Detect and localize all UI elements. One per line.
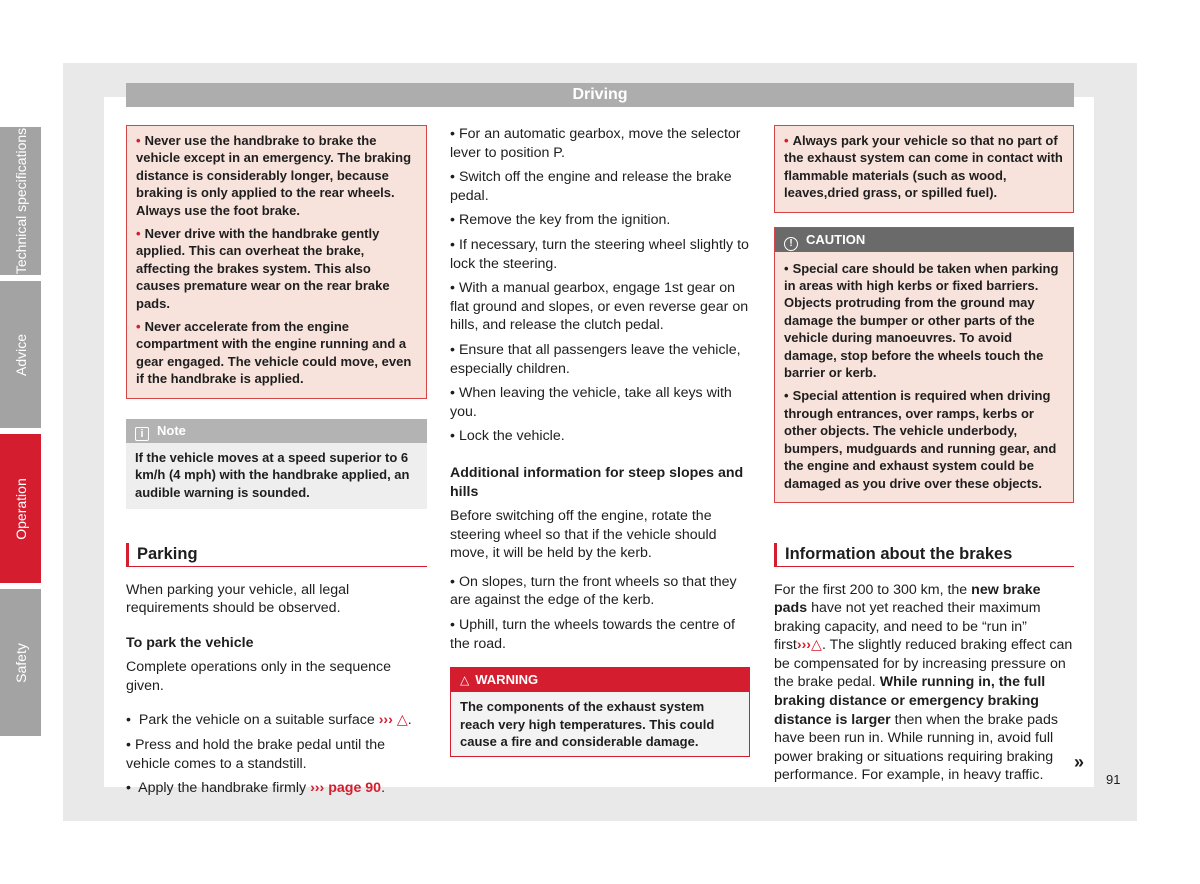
parking-step: • Press and hold the brake pedal until the vehicle comes to a standstill. xyxy=(126,736,427,773)
caution-item: • Special attention is required when driving through entrances, over ramps, kerbs or other objects. The vehicle underbody, bumpers, mudguards and running gear, and the engine and exhaust system could be damaged as you drive over these objects. xyxy=(784,387,1064,491)
caution-label: CAUTION xyxy=(806,231,866,247)
link-arrow[interactable]: ››› xyxy=(796,637,812,654)
parking-intro: When parking your vehicle, all legal requirements should be observed. xyxy=(126,581,350,617)
page-link[interactable]: page 90 xyxy=(328,780,382,797)
warning-triangle-icon: △ xyxy=(811,637,822,654)
side-tab-advice[interactable]: Advice xyxy=(0,281,41,428)
exclamation-circle-icon: ! xyxy=(784,237,798,251)
slopes-item: • Uphill, turn the wheels towards the centre of the road. xyxy=(450,616,750,653)
note-text: If the vehicle moves at a speed superior to 6 km/h (4 mph) with the handbrake applied, an audible warning is sounded. xyxy=(135,449,410,500)
side-tab-technical[interactable]: Technical specifications xyxy=(0,127,41,275)
step-item: • If necessary, turn the steering wheel slightly to lock the steering. xyxy=(450,236,750,273)
caution-box xyxy=(774,227,1074,503)
warning-label: WARNING xyxy=(475,672,539,688)
section-title-brakes: Information about the brakes xyxy=(774,543,1074,567)
warning-box-exhaust xyxy=(450,667,750,757)
section-title-parking: Parking xyxy=(126,543,427,567)
side-tab-operation[interactable]: Operation xyxy=(0,434,41,583)
parking-sequence: Complete operations only in the sequence given. xyxy=(126,659,392,694)
parking-step xyxy=(126,779,427,798)
warning-item: • Never use the handbrake to brake the vehicle except in an emergency. The braking distance is considerably longer, because braking is only applied to the rear wheels. Always use the foot brake. xyxy=(136,132,417,219)
chapter-header: Driving xyxy=(126,83,1074,107)
warning-item: • Always park your vehicle so that no part of the exhaust system can come in contact with flammable materials (such as wood, leaves,dried grass, or spilled fuel). xyxy=(784,132,1064,202)
warning-header xyxy=(451,668,749,692)
note-box xyxy=(126,419,427,509)
parking-subtitle: To park the vehicle xyxy=(126,634,254,651)
warning-item: • Never drive with the handbrake gently applied. This can overheat the brake, affecting the brakes system. This also causes premature wear on the rear brake pads. xyxy=(136,225,417,312)
parking-step-text: Apply the handbrake firmly xyxy=(138,780,307,797)
link-arrow[interactable]: ››› xyxy=(310,780,325,797)
slopes-item: • On slopes, turn the front wheels so that they are against the edge of the kerb. xyxy=(450,573,750,610)
parking-step-suffix: . xyxy=(407,712,412,729)
warning-item: • Never accelerate from the engine compartment with the engine running and a gear engaged. The vehicle could move, even if the handbrake is applied. xyxy=(136,318,417,388)
step-item: • Lock the vehicle. xyxy=(450,427,750,446)
warning-triangle-icon: △ xyxy=(460,673,470,688)
caution-header xyxy=(775,228,1073,252)
step-item: • Switch off the engine and release the brake pedal. xyxy=(450,168,750,205)
caution-item: • Special care should be taken when parking in areas with high kerbs or fixed barriers. Objects protruding from the ground may damage the bumper or other parts of the vehicle during manoeuvres. To avoid damage, stop before the wheels touch the barrier or kerb. xyxy=(784,260,1064,382)
parking-step-text: Park the vehicle on a suitable surface xyxy=(138,712,375,729)
slopes-title: Additional information for steep slopes and hills xyxy=(450,464,744,500)
brakes-paragraph: For the first 200 to 300 km, the new brake pads have not yet reached their maximum braking capacity, and need to be “run in” first›››△. The slightly reduced braking effect can be compensated for by increasing pressure on the brake pedal. While running in, the full braking distance or emergency braking distance is larger then when the brake pads have been run in. While running in, avoid full power braking or situations requiring braking performance. For example, in heavy traffic. xyxy=(774,581,1073,784)
step-item: • With a manual gearbox, engage 1st gear on flat ground and slopes, or even reverse gear on hills, and release the clutch pedal. xyxy=(450,279,750,335)
warning-box-handbrake xyxy=(126,125,427,399)
slopes-intro: Before switching off the engine, rotate the steering wheel so that if the vehicle should move, it will be held by the kerb. xyxy=(450,508,717,562)
column-middle xyxy=(450,125,750,757)
step-item: • When leaving the vehicle, take all keys with you. xyxy=(450,384,750,421)
parking-step xyxy=(126,711,427,730)
warning-text: The components of the exhaust system reach very high temperatures. This could cause a fire and considerable damage. xyxy=(460,699,715,750)
continue-mark: » xyxy=(1074,752,1085,772)
warning-box-parking xyxy=(774,125,1074,213)
link-arrow[interactable]: ››› xyxy=(378,712,393,729)
column-left xyxy=(126,125,427,804)
caution-body xyxy=(775,252,1073,502)
warning-triangle-icon: △ xyxy=(396,712,408,729)
step-item: • For an automatic gearbox, move the selector lever to position P. xyxy=(450,125,750,162)
step-item: • Remove the key from the ignition. xyxy=(450,211,750,230)
column-right xyxy=(774,125,1074,795)
page-number: 91 xyxy=(1106,772,1121,787)
note-header xyxy=(126,419,427,443)
info-icon: i xyxy=(135,427,149,441)
parking-step-suffix: . xyxy=(381,780,386,797)
note-label: Note xyxy=(157,422,186,438)
step-item: • Ensure that all passengers leave the vehicle, especially children. xyxy=(450,341,750,378)
side-tab-safety[interactable]: Safety xyxy=(0,589,41,736)
